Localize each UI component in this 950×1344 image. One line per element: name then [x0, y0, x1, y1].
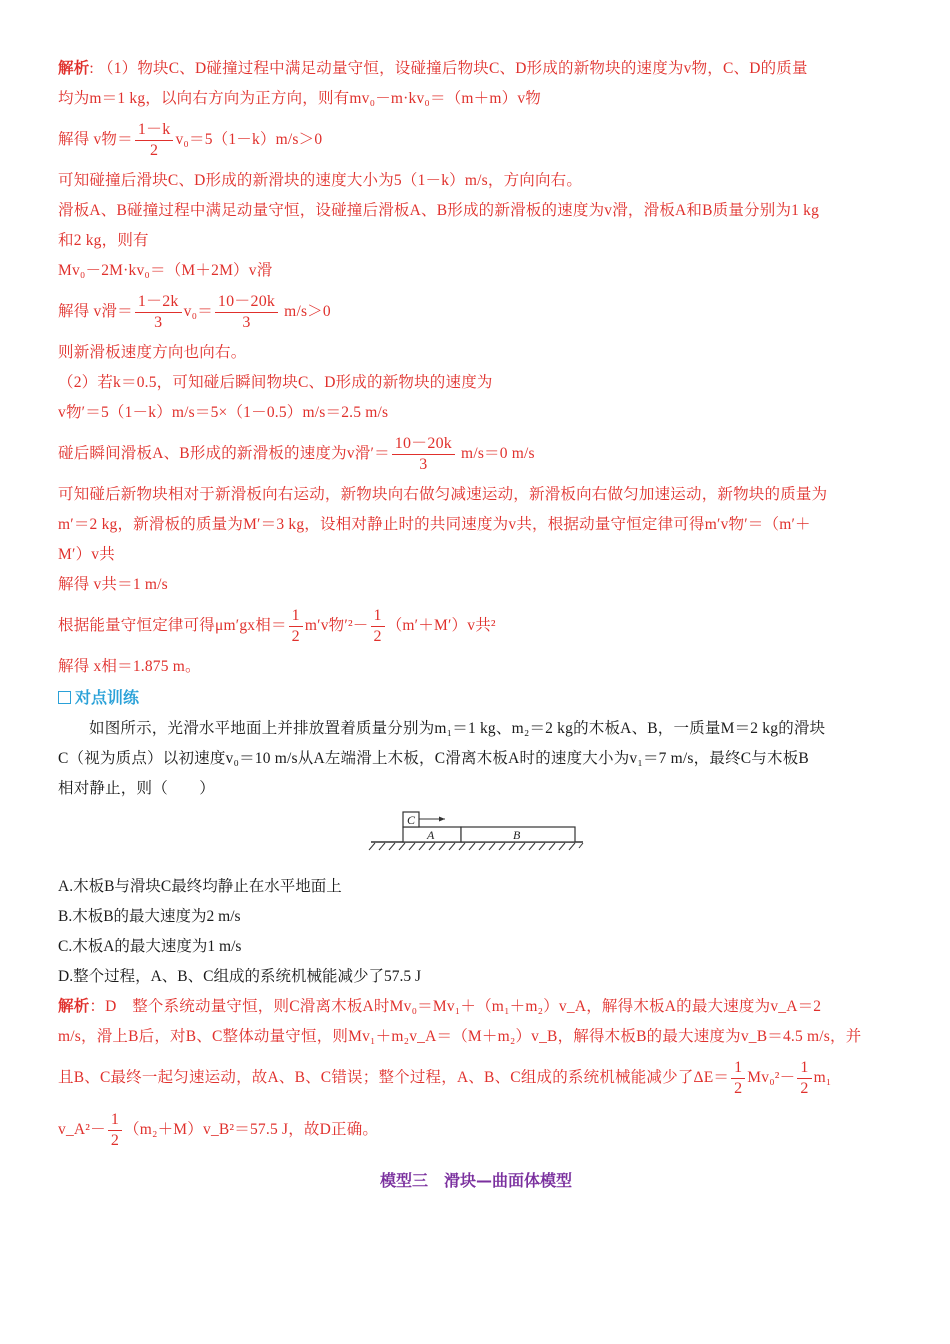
problem-line: C（视为质点）以初速度v₀＝10 m/s从A左端滑上木板，C滑离木板A时的速度大小为v₁＝7 m/s，最终C与木板B [58, 750, 809, 767]
solution-line: 可知碰后新物块相对于新滑板向右运动，新物块向右做匀减速运动，新滑板向右做匀加速运动，新物块的质量为 [58, 486, 828, 503]
boards-diagram [361, 808, 591, 858]
document-page [58, 54, 894, 1191]
solution-line: v物′＝5（1－k）m/s＝5×（1－0.5）m/s＝2.5 m/s [58, 404, 389, 421]
fraction: $\frac{1}{2}$ [108, 1110, 122, 1151]
solution-line: Mv₀－2M·kv₀＝（M＋2M）v滑 [58, 262, 273, 279]
solution-line: 解析：D 整个系统动量守恒，则C滑离木板A时Mv₀＝Mv₁＋（m₁＋m₂）v_A，解得木板A的最大速度为v_A＝2 [58, 998, 822, 1015]
solution-equation: 且B、C最终一起匀速运动，故A、B、C错误；整个过程，A、B、C组成的系统机械能减少了ΔE＝ $\frac{1}{2}$ Mv₀²－ $\frac{1}{2}$ m₁ [58, 1058, 832, 1097]
label-b: B [513, 828, 521, 842]
problem-line: 如图所示，光滑水平地面上并排放置着质量分别为m₁＝1 kg、m₂＝2 kg的木板A、B，一质量M＝2 kg的滑块 [89, 720, 826, 737]
solution-line: 可知碰撞后滑块C、D形成的新滑块的速度大小为5（1－k）m/s，方向向右。 [58, 172, 583, 189]
fraction: $\frac{10-20k}{3}$ [392, 434, 455, 475]
problem-block [58, 714, 894, 992]
solution-line: M′）v共 [58, 546, 115, 563]
fraction: $\frac{1}{2}$ [371, 606, 385, 647]
fraction: $\frac{1}{2}$ [289, 606, 303, 647]
fraction: $\frac{1-2k}{3}$ [135, 292, 182, 333]
solution-line: 则新滑板速度方向也向右。 [58, 344, 247, 361]
solution-block-2 [58, 992, 894, 1156]
choice-c: C.木板A的最大速度为1 m/s [58, 938, 242, 955]
square-icon [58, 691, 71, 704]
problem-figure [58, 808, 894, 866]
problem-line: 相对静止，则（ ） [58, 780, 216, 797]
solution-line: 解得 v共＝1 m/s [58, 576, 168, 593]
section-heading: 对点训练 [58, 682, 894, 714]
solution-line: 滑板A、B碰撞过程中满足动量守恒，设碰撞后滑板A、B形成的新滑板的速度为v滑，滑板A和B质量分别为1 kg [58, 202, 820, 219]
choice-a: A.木板B与滑块C最终均静止在水平地面上 [58, 878, 342, 895]
solution-label: 解析 [58, 998, 90, 1015]
solution-block-1 [58, 54, 894, 682]
solution-line: （2）若k＝0.5，可知碰后瞬间物块C、D形成的新物块的速度为 [58, 374, 493, 391]
solution-label: 解析 [58, 60, 90, 77]
arrow-right-icon [439, 817, 445, 822]
solution-line: 解得 x相＝1.875 m。 [58, 658, 201, 675]
fraction: $\frac{1-k}{2}$ [135, 120, 174, 161]
solution-equation: 碰后瞬间滑板A、B形成的新滑板的速度为v滑′＝ $\frac{10-20k}{3}$ m/s＝0 m/s [58, 434, 535, 473]
fraction: $\frac{10-20k}{3}$ [215, 292, 278, 333]
model-title: 模型三 滑块—曲面体模型 [379, 1171, 572, 1190]
label-c: C [407, 813, 416, 827]
solution-line: 和2 kg，则有 [58, 232, 149, 249]
choice-d: D.整个过程，A、B、C组成的系统机械能减少了57.5 J [58, 968, 421, 985]
solution-equation: 解得 v物＝ $\frac{1-k}{2}$ v₀＝5（1－k）m/s＞0 [58, 120, 323, 159]
solution-equation: 根据能量守恒定律可得μm′gx相＝ $\frac{1}{2}$ m′v物′²－ $\frac{1}{2}$ （m′＋M′）v共² [58, 606, 496, 645]
label-a: A [427, 828, 435, 842]
fraction: $\frac{1}{2}$ [731, 1058, 745, 1099]
solution-line: m/s，滑上B后，对B、C整体动量守恒，则Mv₁＋m₂v_A＝（M＋m₂）v_B，解得木板B的最大速度为v_B＝4.5 m/s，并 [58, 1028, 862, 1045]
solution-equation: v_A²－ $\frac{1}{2}$ （m₂＋M）v_B²＝57.5 J，故D正确。 [58, 1110, 379, 1149]
solution-line: 均为m＝1 kg，以向右方向为正方向，则有mv₀－m·kv₀＝（m＋m）v物 [58, 90, 541, 107]
solution-line: m′＝2 kg，新滑板的质量为M′＝3 kg，设相对静止时的共同速度为v共，根据动量守恒定律可得m′v物′＝（m′＋ [58, 516, 811, 533]
choice-b: B.木板B的最大速度为2 m/s [58, 908, 241, 925]
solution-line: 解析: （1）物块C、D碰撞过程中满足动量守恒，设碰撞后物块C、D形成的新物块的速度为v物，C、D的质量 [58, 60, 808, 77]
fraction: $\frac{1}{2}$ [797, 1058, 811, 1099]
solution-equation: 解得 v滑＝ $\frac{1-2k}{3}$ v₀＝ $\frac{10-20k}{3}$ m/s＞0 [58, 292, 331, 331]
